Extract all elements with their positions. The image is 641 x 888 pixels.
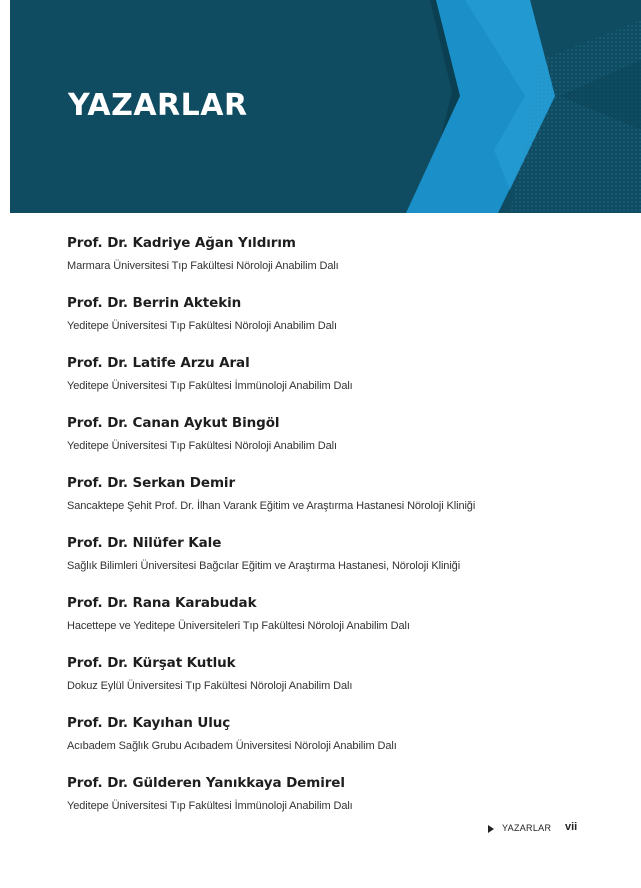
author-name: Prof. Dr. Kürşat Kutluk [67, 655, 236, 671]
author-list [67, 233, 607, 833]
header-banner [10, 0, 641, 213]
author-entry [67, 413, 607, 473]
author-entry [67, 353, 607, 413]
author-name: Prof. Dr. Serkan Demir [67, 475, 236, 491]
triangle-right-icon [488, 825, 494, 833]
page-title: YAZARLAR [68, 88, 248, 123]
author-affiliation: Acıbadem Sağlık Grubu Acıbadem Üniversitesi Nöroloji Anabilim Dalı [67, 740, 397, 752]
author-name: Prof. Dr. Berrin Aktekin [67, 295, 242, 311]
author-entry [67, 653, 607, 713]
author-affiliation: Marmara Üniversitesi Tıp Fakültesi Nöroloji Anabilim Dalı [67, 260, 339, 272]
author-affiliation: Hacettepe ve Yeditepe Üniversiteleri Tıp Fakültesi Nöroloji Anabilim Dalı [67, 620, 410, 632]
author-entry [67, 533, 607, 593]
author-name: Prof. Dr. Nilüfer Kale [67, 535, 222, 551]
author-entry [67, 293, 607, 353]
author-affiliation: Yeditepe Üniversitesi Tıp Fakültesi Nöroloji Anabilim Dalı [67, 320, 337, 332]
author-entry [67, 593, 607, 653]
author-entry [67, 713, 607, 773]
author-name: Prof. Dr. Kadriye Ağan Yıldırım [67, 235, 296, 251]
author-name: Prof. Dr. Latife Arzu Aral [67, 355, 250, 371]
author-affiliation: Yeditepe Üniversitesi Tıp Fakültesi İmmünoloji Anabilim Dalı [67, 380, 353, 392]
author-affiliation: Sancaktepe Şehit Prof. Dr. İlhan Varank Eğitim ve Araştırma Hastanesi Nöroloji Kliniği [67, 500, 476, 512]
author-entry [67, 473, 607, 533]
page-number: vii [565, 821, 578, 833]
author-affiliation: Yeditepe Üniversitesi Tıp Fakültesi Nöroloji Anabilim Dalı [67, 440, 337, 452]
author-name: Prof. Dr. Gülderen Yanıkkaya Demirel [67, 775, 345, 791]
author-affiliation: Sağlık Bilimleri Üniversitesi Bağcılar Eğitim ve Araştırma Hastanesi, Nöroloji Kliniği [67, 560, 461, 572]
author-name: Prof. Dr. Canan Aykut Bingöl [67, 415, 280, 431]
author-affiliation: Dokuz Eylül Üniversitesi Tıp Fakültesi Nöroloji Anabilim Dalı [67, 680, 353, 692]
author-name: Prof. Dr. Kayıhan Uluç [67, 715, 231, 731]
author-affiliation: Yeditepe Üniversitesi Tıp Fakültesi İmmünoloji Anabilim Dalı [67, 800, 353, 812]
author-entry [67, 233, 607, 293]
page-footer [488, 822, 588, 838]
author-name: Prof. Dr. Rana Karabudak [67, 595, 257, 611]
footer-section-label: YAZARLAR [502, 823, 552, 833]
